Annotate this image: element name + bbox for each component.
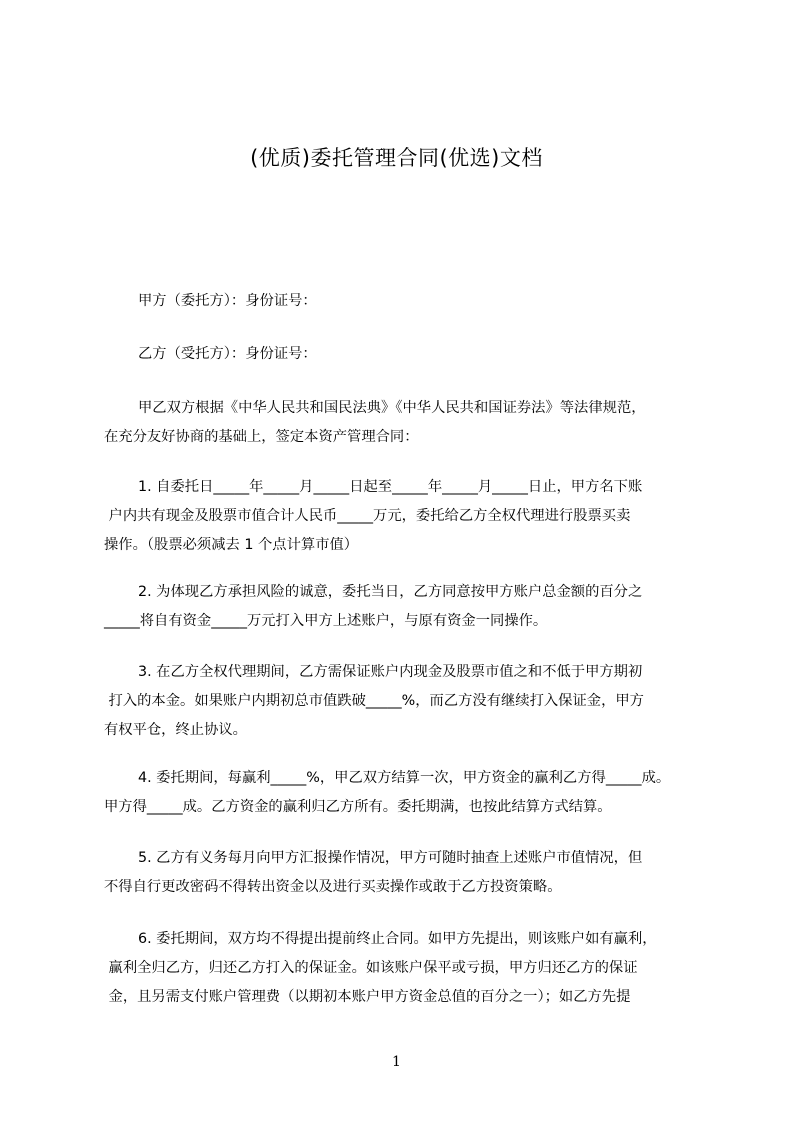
clause-6-line-2: 赢利全归乙方，归还乙方打入的保证金。如该账户保平或亏损，甲方归还乙方的保证 bbox=[104, 960, 638, 976]
party-b-text: 乙方（受托方）：身份证号： bbox=[138, 346, 317, 362]
clause-4-line-2: 甲方得_____成。乙方资金的赢利归乙方所有。委托期满，也按此结算方式结算。 bbox=[104, 799, 612, 815]
clause-4 bbox=[104, 764, 710, 822]
clause-5 bbox=[104, 844, 710, 902]
party-b-line bbox=[104, 340, 710, 369]
clause-2-line-1: 2. 为体现乙方承担风险的诚意，委托当日，乙方同意按甲方账户总金额的百分之 bbox=[138, 584, 643, 600]
clause-2 bbox=[104, 578, 710, 636]
clause-5-line-2: 不得自行更改密码不得转出资金以及进行买卖操作或敢于乙方投资策略。 bbox=[104, 879, 562, 895]
clause-6-line-3: 金，且另需支付账户管理费（以期初本账户甲方资金总值的百分之一）；如乙方先提 bbox=[104, 989, 631, 1005]
clause-6 bbox=[104, 925, 710, 1012]
clause-1 bbox=[104, 473, 710, 560]
clause-5-line-1: 5. 乙方有义务每月向甲方汇报操作情况，甲方可随时抽查上述账户市值情况，但 bbox=[138, 850, 643, 866]
clause-2-line-2: _____将自有资金_____万元打入甲方上述账户，与原有资金一同操作。 bbox=[104, 613, 548, 629]
clause-1-line-2: 户内共有现金及股票市值合计人民币_____万元，委托给乙方全权代理进行股票买卖 bbox=[104, 508, 631, 524]
document-title: (优质)委托管理合同(优选)文档 bbox=[250, 146, 543, 170]
preamble-paragraph bbox=[104, 394, 710, 452]
clause-3 bbox=[104, 658, 710, 745]
preamble-line-1: 甲乙双方根据《中华人民共和国民法典》《中华人民共和国证券法》等法律规范， bbox=[138, 400, 646, 416]
party-a-line bbox=[104, 287, 710, 316]
clause-3-line-2: 打入的本金。如果账户内期初总市值跌破_____%，而乙方没有继续打入保证金，甲方 bbox=[104, 693, 644, 709]
clause-1-line-3: 操作。（股票必须减去 1 个点计算市值） bbox=[104, 537, 359, 553]
page-number: 1 bbox=[392, 1054, 401, 1070]
party-a-text: 甲方（委托方）：身份证号： bbox=[138, 293, 317, 309]
clause-3-line-3: 有权平仓，终止协议。 bbox=[104, 722, 247, 738]
preamble-line-2: 在充分友好协商的基础上，签定本资产管理合同： bbox=[104, 429, 419, 445]
clause-3-line-1: 3. 在乙方全权代理期间，乙方需保证账户内现金及股票市值之和不低于甲方期初 bbox=[138, 664, 643, 680]
clause-4-line-1: 4. 委托期间，每赢利_____%，甲乙双方结算一次，甲方资金的赢利乙方得_____成。 bbox=[138, 770, 671, 786]
clause-6-line-1: 6. 委托期间，双方均不得提出提前终止合同。如甲方先提出，则该账户如有赢利， bbox=[138, 931, 657, 947]
clause-1-line-1: 1. 自委托日_____年_____月_____日起至_____年_____月_____日止，甲方名下账 bbox=[138, 479, 643, 495]
